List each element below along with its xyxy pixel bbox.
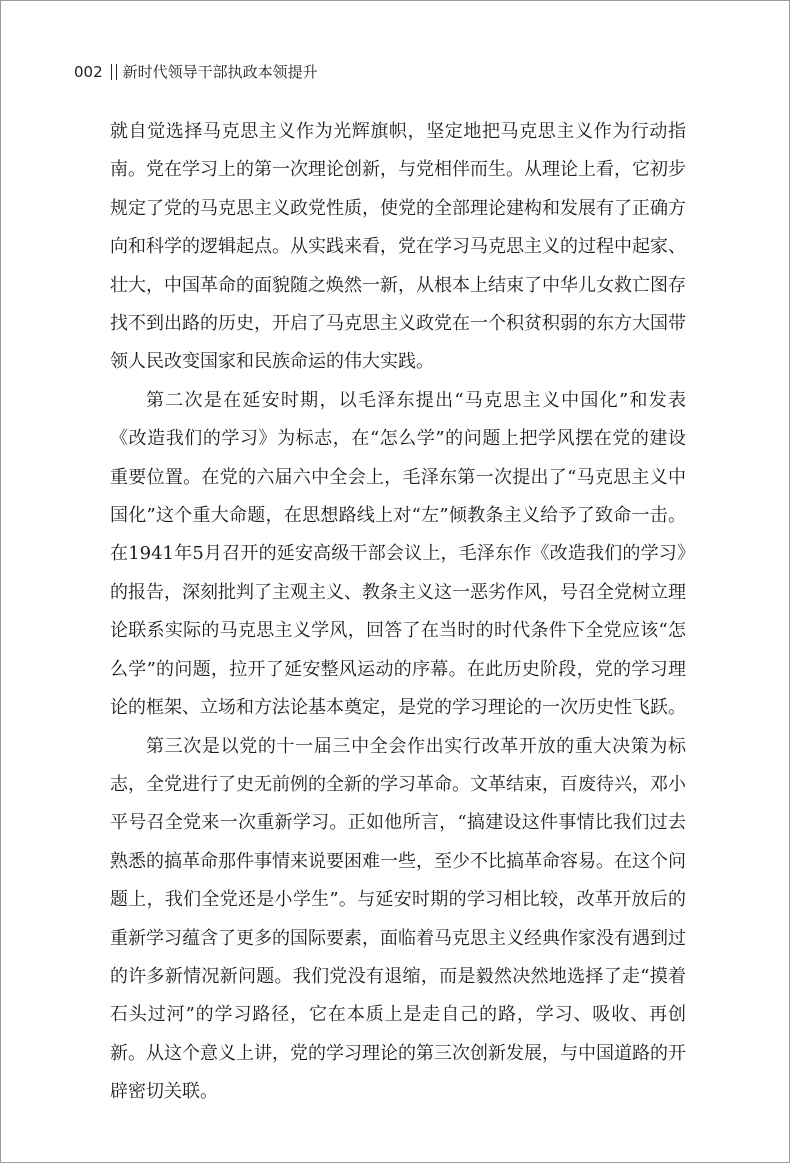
book-title: 新时代领导干部执政本领提升 <box>122 63 318 81</box>
page-number: 002 <box>74 63 103 81</box>
paragraph-second-phase: 第二次是在延安时期，以毛泽东提出“马克思主义中国化”和发表《改造我们的学习》为标志，在“怎么学”的问题上把学风摆在党的建设重要位置。在党的六届六中全会上，毛泽东第一次提出了“马克思主义中国化”这个重大命题，在思想路线上对“左”倾教条主义给予了致命一击。在1941年5月召开的延安高级干部会议上，毛泽东作《改造我们的学习》的报告，深刻批判了主观主义、教条主义这一恶劣作风，号召全党树立理论联系实际的马克思主义学风，回答了在当时的时代条件下全党应该“怎么学”的问题，拉开了延安整风运动的序幕。在此历史阶段，党的学习理论的框架、立场和方法论基本奠定，是党的学习理论的一次历史性飞跃。 <box>110 389 686 719</box>
double-bar-separator <box>111 64 117 80</box>
paragraph-continued: 就自觉选择马克思主义作为光辉旗帜，坚定地把马克思主义作为行动指南。党在学习上的第一次理论创新，与党相伴而生。从理论上看，它初步规定了党的马克思主义政党性质，使党的全部理论建构和发展有了正确方向和科学的逻辑起点。从实践来看，党在学习马克思主义的过程中起家、壮大，中国革命的面貌随之焕然一新，从根本上结束了中华儿女救亡图存找不到出路的历史，开启了马克思主义政党在一个积贫积弱的东方大国带领人民改变国家和民族命运的伟大实践。 <box>110 121 686 373</box>
running-head <box>74 60 318 84</box>
body-text <box>110 113 686 1112</box>
paragraph-third-phase: 第三次是以党的十一届三中全会作出实行改革开放的重大决策为标志，全党进行了史无前例的全新的学习革命。文革结束，百废待兴，邓小平号召全党来一次重新学习。正如他所言，“搞建设这件事情比我们过去熟悉的搞革命那件事情来说要困难一些，至少不比搞革命容易。在这个问题上，我们全党还是小学生”。与延安时期的学习相比较，改革开放后的重新学习蕴含了更多的国际要素，面临着马克思主义经典作家没有遇到过的许多新情况新问题。我们党没有退缩，而是毅然决然地选择了走“摸着石头过河”的学习路径，它在本质上是走自己的路，学习、吸收、再创新。从这个意义上讲，党的学习理论的第三次创新发展，与中国道路的开辟密切关联。 <box>110 735 686 1103</box>
